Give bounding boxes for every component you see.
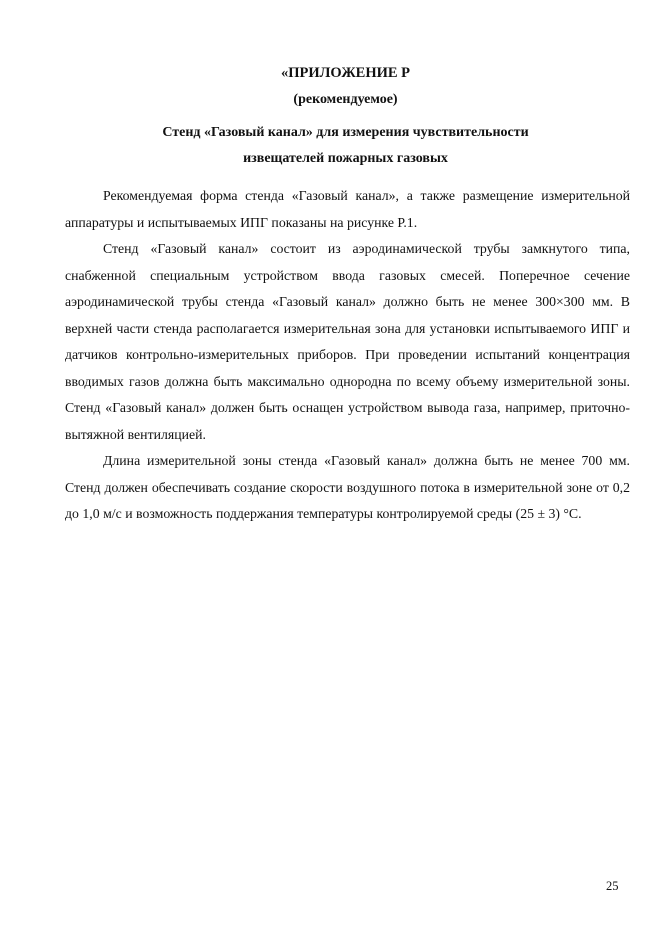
paragraph-2: Стенд «Газовый канал» состоит из аэродинамической трубы замкнутого типа, снабженной специальным устройством ввода газовых смесей. Поперечное сечение аэродинамической трубы стенда «Газовый канал» должно быть не менее 300×300 мм. В верхней части стенда располагается измерительная зона для установки испытываемого ИПГ и датчиков контрольно-измерительных приборов. При проведении испытаний концентрация вводимых газов должна быть максимально однородна по всему объему измерительной зоны. Стенд «Газовый канал» должен быть оснащен устройством вывода газа, например, приточно-вытяжной вентиляцией.	[65, 241, 630, 442]
paragraph-1: Рекомендуемая форма стенда «Газовый канал», а также размещение измерительной аппаратуры и испытываемых ИПГ показаны на рисунке Р.1.	[65, 188, 630, 230]
body-text	[65, 183, 630, 528]
appendix-title-line-2: извещателей пожарных газовых	[243, 151, 448, 166]
appendix-heading: «ПРИЛОЖЕНИЕ Р	[280, 65, 411, 81]
appendix-status: (рекомендуемое)	[293, 92, 398, 107]
page-number: 25	[606, 879, 619, 893]
paragraph-3: Длина измерительной зоны стенда «Газовый канал» должна быть не менее 700 мм. Стенд должен обеспечивать создание скорости воздушного потока в измерительной зоне от 0,2 до 1,0 м/с и возможность поддержания температуры контролируемой среды (25 ± 3) °С.	[65, 453, 630, 521]
appendix-title-line-1: Стенд «Газовый канал» для измерения чувствительности	[162, 125, 529, 140]
